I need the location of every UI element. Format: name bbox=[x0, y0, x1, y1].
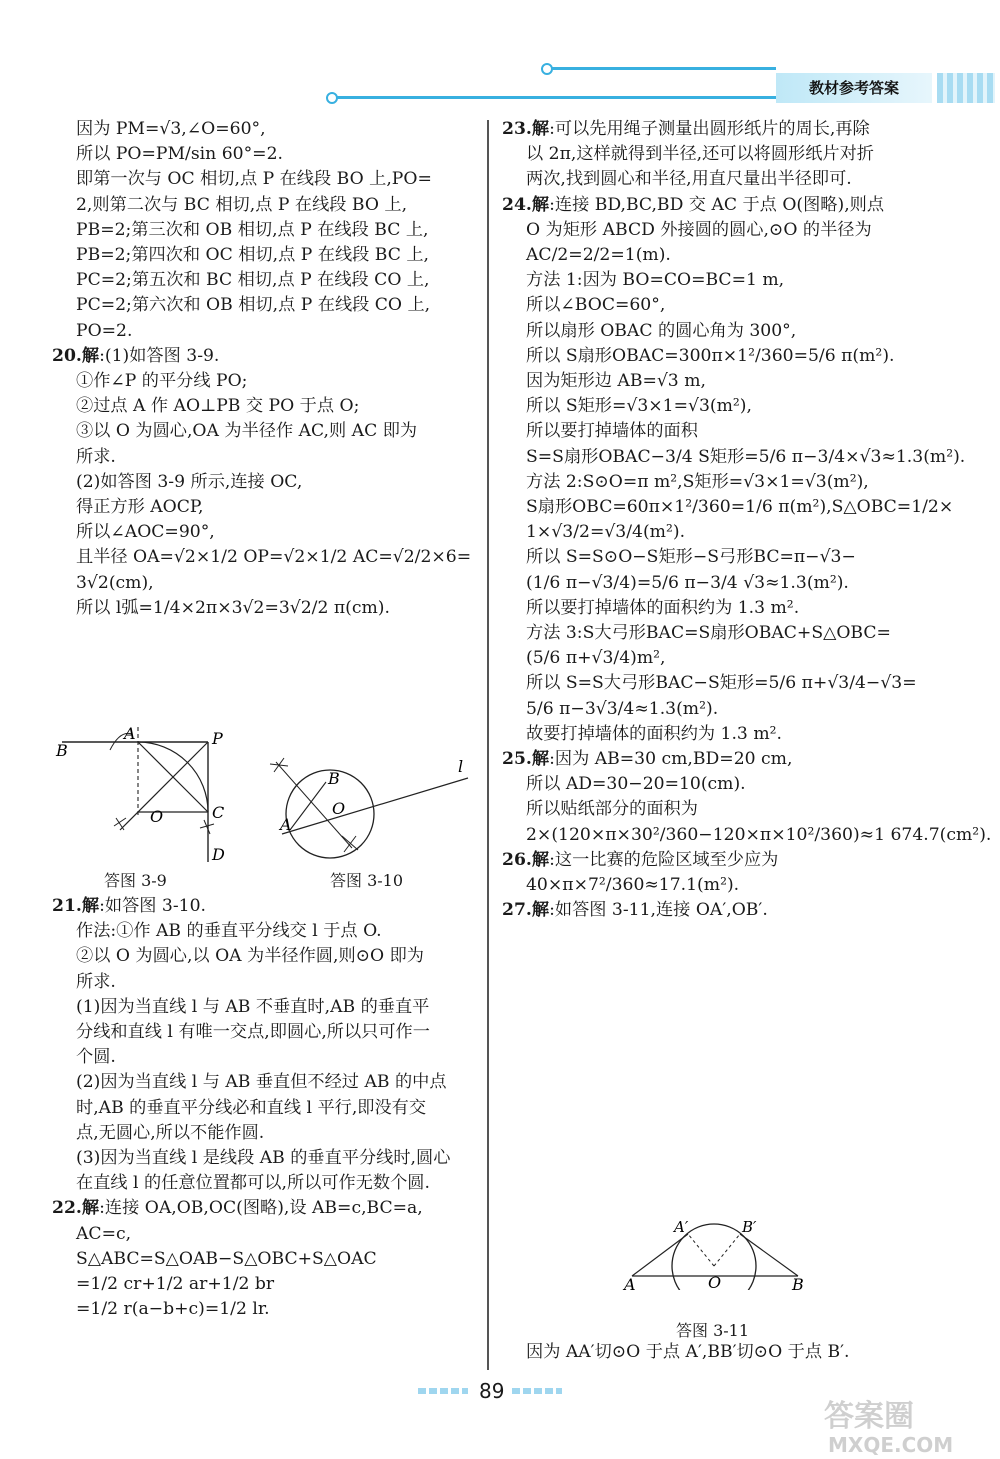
text-line: 所以要打掉墙体的面积 bbox=[526, 421, 698, 442]
text-line: 所以 S扇形OBAC=300π×1²/360=5/6 π(m²). bbox=[526, 345, 895, 366]
question-number: 20.解 bbox=[52, 345, 100, 366]
radius-OB1 bbox=[714, 1234, 740, 1266]
text-line: S=S扇形OBAC−3/4 S矩形=5/6 π−3/4×√3≈1.3(m²). bbox=[526, 446, 966, 467]
text-line: 以 2π,这样就得到半径,还可以将圆形纸片对折 bbox=[526, 144, 874, 165]
question-number: 23.解 bbox=[502, 119, 550, 139]
bisector-PO bbox=[120, 742, 208, 830]
text-line: 即第一次与 OC 相切,点 P 在线段 BO 上,PO= bbox=[76, 169, 432, 190]
label-B: B bbox=[56, 741, 68, 760]
text-line: 所以 AD=30−20=10(cm). bbox=[526, 774, 746, 795]
construction-mark-c bbox=[200, 820, 214, 834]
label-D: D bbox=[212, 845, 225, 864]
text-line: 所以扇形 OBAC 的圆心角为 300°, bbox=[526, 320, 797, 341]
text-line: S扇形OBC=60π×1²/360=1/6 π(m²),S△OBC=1/2× bbox=[526, 497, 954, 518]
text-line: 2×(120×π×30²/360−120×π×10²/360)≈1 674.7(cm²). bbox=[526, 824, 992, 845]
question-number: 21.解 bbox=[52, 896, 100, 916]
text-line: 因为矩形边 AB=√3 m, bbox=[526, 371, 706, 392]
text-line: 个圆. bbox=[76, 1047, 116, 1068]
text-line: 23.解:可以先用绳子测量出圆形纸片的周长,再除 bbox=[502, 119, 870, 139]
text-line: 所以 S矩形=√3×1=√3(m²), bbox=[526, 396, 752, 417]
question-number: 27.解 bbox=[502, 900, 550, 921]
text-line: O 为矩形 ABCD 外接圆的圆心,⊙O 的半径为 bbox=[526, 219, 872, 240]
tangent-BB1 bbox=[740, 1234, 798, 1276]
left-column-bottom bbox=[52, 894, 450, 1322]
header-stripe bbox=[937, 73, 995, 103]
text-line: 25.解:因为 AB=30 cm,BD=20 cm, bbox=[502, 749, 793, 770]
text-line: 40×π×7²/360≈17.1(m²). bbox=[526, 875, 740, 896]
tangent-AA1 bbox=[632, 1234, 688, 1276]
label-B: B bbox=[328, 769, 340, 788]
header-dot-top bbox=[541, 63, 553, 75]
label-O: O bbox=[708, 1273, 722, 1290]
text-line: PB=2;第四次和 OC 相切,点 P 在线段 BC 上, bbox=[76, 245, 429, 266]
label-l: l bbox=[458, 757, 464, 776]
header-dot-bottom bbox=[326, 92, 338, 104]
text-line: 分线和直线 l 有唯一交点,即圆心,所以只可作一 bbox=[76, 1022, 430, 1043]
radius-OA1 bbox=[688, 1234, 714, 1266]
text-line: 22.解:连接 OA,OB,OC(图略),设 AB=c,BC=a, bbox=[52, 1198, 423, 1219]
text-line: 所以 S=S⊙O−S矩形−S弓形BC=π−√3− bbox=[526, 547, 856, 568]
text-line: ①作∠P 的平分线 PO; bbox=[76, 371, 248, 392]
text-line: 方法 1:因为 BO=CO=BC=1 m, bbox=[526, 270, 785, 291]
label-O: O bbox=[150, 807, 164, 826]
text-line: ③以 O 为圆心,OA 为半径作 AC,则 AC 即为 bbox=[76, 421, 418, 442]
page-number-deco-right bbox=[512, 1388, 562, 1394]
page-number: 89 bbox=[479, 1379, 505, 1403]
header-rule-top bbox=[548, 67, 776, 70]
text-line: 26.解:这一比赛的危险区域至少应为 bbox=[502, 849, 779, 870]
question-number: 24.解 bbox=[502, 194, 550, 215]
text-line: (2)因为当直线 l 与 AB 垂直但不经过 AB 的中点 bbox=[76, 1072, 447, 1093]
text-line: 且半径 OA=√2×1/2 OP=√2×1/2 AC=√2/2×6= bbox=[76, 547, 472, 568]
text-line: 20.解:(1)如答图 3-9. bbox=[52, 345, 220, 366]
text-line: 24.解:连接 BD,BC,BD 交 AC 于点 O(图略),则点 bbox=[502, 194, 885, 215]
label-C: C bbox=[212, 803, 225, 822]
question-number: 25.解 bbox=[502, 749, 550, 770]
text-line: S△ABC=S△OAB−S△OBC+S△OAC bbox=[76, 1248, 377, 1269]
text-line: =1/2 cr+1/2 ar+1/2 br bbox=[76, 1274, 275, 1295]
text-line: 所以 l弧=1/4×2π×3√2=3√2/2 π(cm). bbox=[76, 597, 390, 618]
label-A: A bbox=[624, 1275, 636, 1290]
watermark-logo bbox=[818, 1392, 988, 1456]
line-l bbox=[282, 778, 468, 834]
column-divider bbox=[487, 120, 489, 1370]
text-line: AC/2=2/2=1(m). bbox=[526, 245, 671, 266]
text-line: PC=2;第六次和 OB 相切,点 P 在线段 CO 上, bbox=[76, 295, 431, 316]
construction-mark-o bbox=[114, 818, 126, 830]
text-line: 27.解:如答图 3-11,连接 OA′,OB′. bbox=[502, 900, 768, 921]
caption-3-10: 答图 3-10 bbox=[330, 871, 404, 890]
label-O: O bbox=[332, 799, 346, 818]
text-line: 所以 PO=PM/sin 60°=2. bbox=[76, 144, 283, 165]
header-rule-bottom bbox=[332, 96, 776, 99]
question-number: 22.解 bbox=[52, 1198, 100, 1219]
label-B: B bbox=[792, 1275, 804, 1290]
figure-3-11 bbox=[622, 1218, 814, 1290]
text-line: 21.解:如答图 3-10. bbox=[52, 896, 206, 916]
text-line: AC=c, bbox=[76, 1223, 132, 1244]
text-line: (3)因为当直线 l 是线段 AB 的垂直平分线时,圆心 bbox=[76, 1148, 451, 1169]
label-A-prime: A′ bbox=[674, 1218, 689, 1236]
text-line: ②过点 A 作 AO⊥PB 交 PO 于点 O; bbox=[76, 396, 360, 417]
text-line: 5/6 π−3√3/4≈1.3(m²). bbox=[526, 698, 719, 719]
text-line: 所以∠BOC=60°, bbox=[526, 295, 666, 316]
text-line: 所求. bbox=[76, 971, 116, 992]
text-line: 因为 AA′切⊙O 于点 A′,BB′切⊙O 于点 B′. bbox=[526, 1342, 850, 1362]
label-A: A bbox=[280, 815, 292, 834]
text-line: PB=2;第三次和 OB 相切,点 P 在线段 BC 上, bbox=[76, 219, 429, 240]
text-line: 点,无圆心,所以不能作圆. bbox=[76, 1122, 265, 1143]
header-title: 教材参考答案 bbox=[776, 73, 932, 103]
text-line: 时,AB 的垂直平分线必和直线 l 平行,即没有交 bbox=[76, 1097, 427, 1118]
text-line: 因为 PM=√3,∠O=60°, bbox=[76, 119, 266, 139]
question-number: 26.解 bbox=[502, 849, 550, 870]
text-line: (1/6 π−√3/4)=5/6 π−3/4 √3≈1.3(m²). bbox=[526, 572, 849, 593]
caption-3-11: 答图 3-11 bbox=[676, 1321, 750, 1340]
figure-3-9 bbox=[48, 722, 268, 867]
text-line: PO=2. bbox=[76, 320, 133, 341]
text-line: 所以 S=S大弓形BAC−S矩形=5/6 π+√3/4−√3= bbox=[526, 673, 917, 694]
text-line: 故要打掉墙体的面积约为 1.3 m². bbox=[526, 723, 782, 744]
text-line: 2,则第二次与 BC 相切,点 P 在线段 BO 上, bbox=[76, 194, 408, 215]
caption-3-9: 答图 3-9 bbox=[104, 871, 167, 890]
page-number-deco-left bbox=[418, 1388, 468, 1394]
construction-mark-top bbox=[270, 758, 288, 772]
text-line: (1)因为当直线 l 与 AB 不垂直时,AB 的垂直平 bbox=[76, 996, 430, 1017]
right-column-last-line bbox=[526, 1340, 849, 1365]
watermark-url: MXQE.COM bbox=[828, 1433, 954, 1456]
right-column bbox=[502, 117, 991, 924]
text-line: 作法:①作 AB 的垂直平分线交 l 于点 O. bbox=[76, 921, 382, 942]
text-line: 所以∠AOC=90°, bbox=[76, 522, 215, 543]
label-P: P bbox=[212, 729, 223, 748]
text-line: (2)如答图 3-9 所示,连接 OC, bbox=[76, 471, 303, 492]
text-line: =1/2 r(a−b+c)=1/2 lr. bbox=[76, 1299, 270, 1320]
watermark-text: 答案圈 bbox=[824, 1399, 914, 1434]
text-line: 所求. bbox=[76, 446, 116, 467]
text-line: 方法 2:S⊙O=π m²,S矩形=√3×1=√3(m²), bbox=[526, 471, 869, 492]
text-line: 1×√3/2=√3/4(m²). bbox=[526, 522, 686, 543]
text-line: 3√2(cm), bbox=[76, 572, 154, 593]
text-line: 得正方形 AOCP, bbox=[76, 497, 204, 518]
left-column-top bbox=[52, 117, 471, 621]
text-line: 在直线 l 的任意位置都可以,所以可作无数个圆. bbox=[76, 1173, 430, 1194]
text-line: 所以贴纸部分的面积为 bbox=[526, 799, 698, 820]
text-line: (5/6 π+√3/4)m², bbox=[526, 648, 666, 669]
text-line: PC=2;第五次和 BC 相切,点 P 在线段 CO 上, bbox=[76, 270, 430, 291]
text-line: 方法 3:S大弓形BAC=S扇形OBAC+S△OBC= bbox=[526, 623, 891, 644]
figure-3-10 bbox=[268, 752, 478, 864]
text-line: ②以 O 为圆心,以 OA 为半径作圆,则⊙O 即为 bbox=[76, 946, 424, 967]
text-line: 所以要打掉墙体的面积约为 1.3 m². bbox=[526, 597, 800, 618]
text-line: 两次,找到圆心和半径,用直尺量出半径即可. bbox=[526, 169, 852, 190]
label-A: A bbox=[124, 724, 136, 743]
label-B-prime: B′ bbox=[742, 1218, 757, 1236]
